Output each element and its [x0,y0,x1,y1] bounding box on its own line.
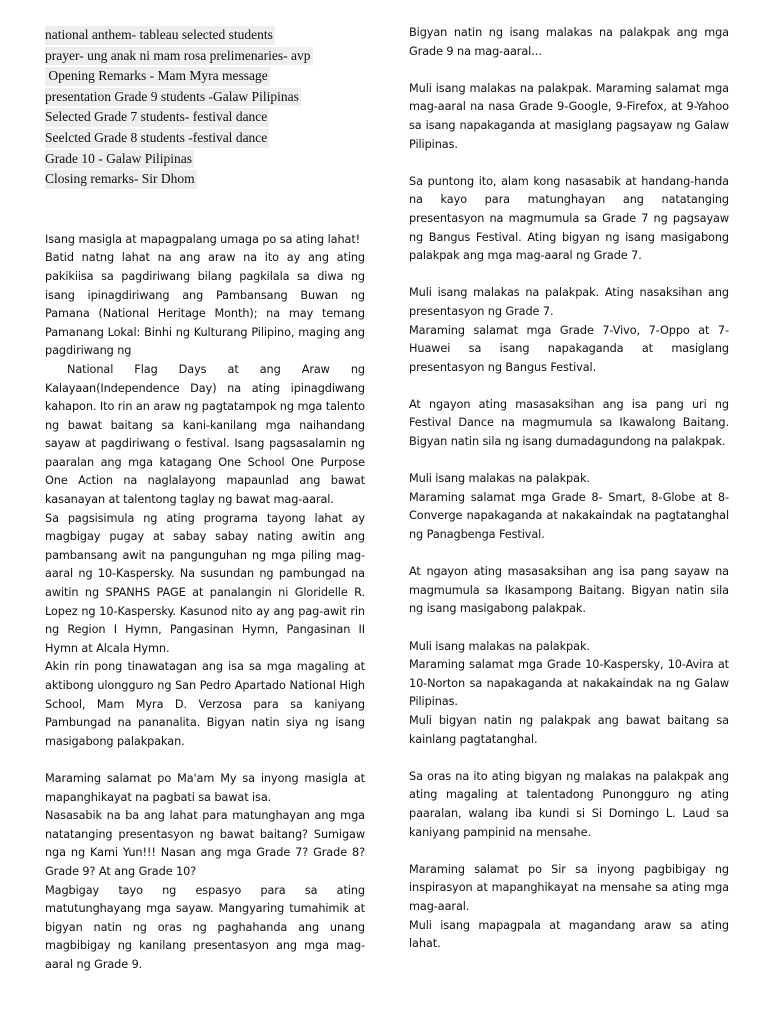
grade-8-intro-paragraph: At ngayon ating masasaksihan ang isa pang uri ng Festival Dance na magmumula sa Ikawalong Baitang. Bigyan natin sila ng isang dumadagundong na palakpak. [409,397,729,449]
principal-thanks-paragraph: Maraming salamat po Sir sa inyong pagbibigay ng inspirasyon at mapanghikayat na mensahe sa ating mga mag-aaral. [409,862,729,913]
grade-10-intro-paragraph: At ngayon ating masasaksihan ang isa pang sayaw na magmumula sa Ikasampong Baitang. Bigyan natin sila ng isang masigabong palakpak. [409,565,729,616]
grade-8-thanks-paragraph: Maraming salamat mga Grade 8- Smart, 8-Globe at 8-Converge napakaganda at nakakaindak na pagtatanghal ng Panagbenga Festival. [409,490,729,542]
heritage-paragraph: Batid natng lahat na ang araw na ito ay ang ating pakikiisa sa pagdiriwang bilang pagkilala sa diwa ng isang ipinagdiriwang ang Pambansang Buwan ng Pamana (National Heritage Month); na may temang Pamanang Lokal: Binhi ng Kulturang Pilipino, maging ang pagdiriwang ng [45,251,365,358]
grade-9-applause-paragraph: Bigyan natin ng isang malakas na palakpak ang mga Grade 9 na mag-aaral... [409,26,729,58]
program-line: national anthem- tableau selected students [45,26,275,45]
grade-10-applause-paragraph: Muli isang malakas na palakpak. [409,639,590,653]
all-grades-applause-paragraph: Muli bigyan natin ng palakpak ang bawat baitang sa kainlang pagtatanghal. [409,713,729,746]
program-line: presentation Grade 9 students -Galaw Pilipinas [45,88,301,107]
program-line: Grade 10 - Galaw Pilipinas [45,150,194,169]
grade-8-applause-paragraph: Muli isang malakas na palakpak. [409,472,590,486]
grade-7-intro-paragraph: Sa puntong ito, alam kong nasasabik at handang-handa na kayo para matunghayan ang natatanging presentasyon na magmumula sa Grade 7 ng pagsayaw ng Bangus Festival. Ating bigyan ng isang masigabong palakpak ang mga mag-aaral ng Grade 7. [409,174,729,263]
opening-remarks-paragraph: Akin rin pong tinawatagan ang isa sa mga magaling at aktibong ulongguro ng San Pedro Apartado National High School, Mam Myra D. Verzosa para sa kaniyang Pambungad na pananalita. Bigyan natin siya ng isang masigabong palakpakan. [45,660,365,748]
program-line: Closing remarks- Sir Dhom [45,170,197,189]
program-line: Seelcted Grade 8 students -festival dance [45,129,269,148]
grade-7-thanks-paragraph: Maraming salamat mga Grade 7-Vivo, 7-Oppo at 7-Huawei sa isang napakaganda at masiglang presentasyon ng Bangus Festival. [409,323,729,374]
left-column [45,24,365,975]
program-line: Selected Grade 7 students- festival dance [45,108,269,127]
anthem-paragraph: Sa pagsisimula ng ating programa tayong lahat ay magbigay pugay at sabay sabay nating awitin ang pambansang awit na pangunguhan ng mga piling mag-aaral ng 10-Kaspersky. Na susundan ng pambungad na awitin ng SPANHS PAGE at panalangin ni Gloridelle R. Lopez ng 10-Kaspersky. Kasunod nito ay ang pag-awit rin ng Region I Hymn, Pangasinan Hymn, Pangasinan II Hymn at Alcala Hymn. [45,511,365,655]
grade-10-thanks-paragraph: Maraming salamat mga Grade 10-Kaspersky, 10-Avira at 10-Norton sa napakaganda at nakakaindak na ng Galaw Pilipinas. [409,658,729,709]
principal-intro-paragraph: Sa oras na ito ating bigyan ng malakas na palakpak ang ating magaling at talentadong Punongguro ng ating paaralan, walang iba kundi si Si Domingo L. Laud sa kaniyang pampinid na mensahe. [409,769,729,839]
excitement-paragraph: Nasasabik na ba ang lahat para matunghayan ang mga natatanging presentasyon ng bawat baitang? Sumigaw nga ng Kami Yun!!! Nasan ang mga Grade 7? Grade 8? Grade 9? At ang Grade 10? [45,809,365,878]
thanks-paragraph: Maraming salamat po Ma'am My sa inyong masigla at mapanghikayat na pagbati sa bawat isa. [45,771,365,804]
greeting-paragraph: Isang masigla at mapagpalang umaga po sa ating lahat! [45,232,361,246]
closing-paragraph: Muli isang mapagpala at magandang araw sa ating lahat. [409,918,729,951]
grade-7-applause-paragraph: Muli isang malakas na palakpak. Ating nasaksihan ang presentasyon ng Grade 7. [409,286,729,318]
program-line: prayer- ung anak ni mam rosa prelimenaries- avp [45,47,313,66]
flag-days-paragraph: National Flag Days at ang Araw ng Kalayaan(Independence Day) na ating ipinagdiwang kahapon. Ito rin an araw ng pagtatampok ng mga talento ng bawat baitang sa kani-kanilang mga naihandang sayaw at pagdiriwang o festival. Isang pagsasalamin ng paaralan ang mga katagang One School One Purpose One Action na naglalayong mapaunlad ang bawat kasanayan at talentong taglay ng bawat mag-aaral. [45,362,365,507]
right-column [409,24,729,954]
program-line: Opening Remarks - Mam Myra message [45,67,270,86]
grade-9-intro-paragraph: Magbigay tayo ng espasyo para sa ating matutunghayang mga sayaw. Mangyaring tumahimik at bigyan natin ng oras ng paghahanda ang unang magbibigay ng kanilang presentasyon ang mga mag-aaral ng Grade 9. [45,883,365,971]
grade-9-thanks-paragraph: Muli isang malakas na palakpak. Maraming salamat mga mag-aaral na nasa Grade 9-Google, 9-Firefox, at 9-Yahoo sa isang napakaganda at masiglang pagsayaw ng Galaw Pilipinas. [409,81,729,151]
program-outline [45,24,365,189]
